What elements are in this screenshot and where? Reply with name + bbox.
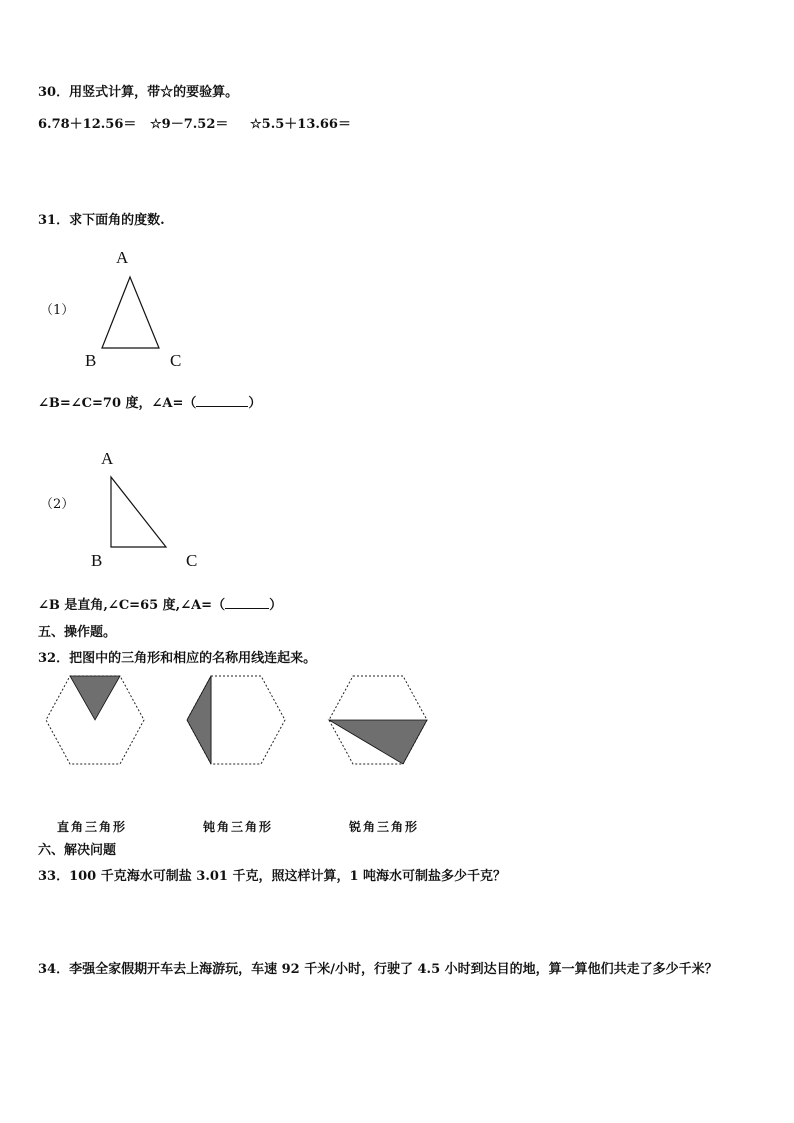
q31-part2-vertex-b: B [91,551,103,570]
q32-shaded-triangle-3[interactable] [329,720,427,764]
q31-right-triangle [105,472,175,554]
q31-part2-vertex-a: A [101,449,114,468]
q32-title: 32．把图中的三角形和相应的名称用线连起来。 [38,651,317,666]
q32-hexagon-1 [40,672,150,768]
q31-part2-condition: ∠B 是直角,∠C=65 度,∠A=（ [38,598,226,613]
q32-shaded-triangle-1[interactable] [70,676,120,720]
q30-expression-2: ☆9－7.52＝ [150,117,229,132]
q31-part1-index: （1） [40,303,75,318]
q31-part1-answer-blank[interactable] [196,406,248,407]
q31-part1-vertex-c: C [170,351,182,370]
section-5-heading: 五、操作题。 [38,625,117,640]
q31-part1-vertex-a: A [116,248,129,267]
q30-expression-1: 6.78＋12.56＝ [38,117,137,132]
q32-name-3[interactable]: 锐角三角形 [349,820,420,834]
q32-shaded-triangle-2[interactable] [187,676,211,764]
q31-part1-question [38,396,261,412]
q30-title: 30．用竖式计算，带☆的要验算。 [38,85,239,100]
q31-part2-vertex-c: C [186,551,198,570]
q31-part1-condition: ∠B=∠C=70 度，∠A=（ [38,396,197,411]
q30-expression-3: ☆5.5＋13.66＝ [250,117,351,132]
section-6-heading: 六、解决问题 [38,843,117,858]
q31-part2-question [38,598,282,614]
q31-part2-answer-blank[interactable] [225,608,269,609]
q31-isosceles-triangle [95,272,165,354]
q32-hexagon-2 [181,672,291,768]
q32-name-2[interactable]: 钝角三角形 [203,820,274,834]
q31-part2-index: （2） [40,497,75,512]
q34-title: 34．李强全家假期开车去上海游玩，车速 92 千米/小时，行驶了 4.5 小时到达目的地，算一算他们共走了多少千米？ [38,962,718,977]
q31-part1-vertex-b: B [85,351,97,370]
q31-title: 31．求下面角的度数. [38,213,165,228]
q33-title: 33．100 千克海水可制盐 3.01 千克，照这样计算，1 吨海水可制盐多少千克？ [38,869,507,884]
q31-part1-close: ） [248,396,262,411]
q32-hexagon-3 [323,672,433,768]
q31-part2-close: ） [269,598,283,613]
q32-name-1[interactable]: 直角三角形 [57,820,128,834]
